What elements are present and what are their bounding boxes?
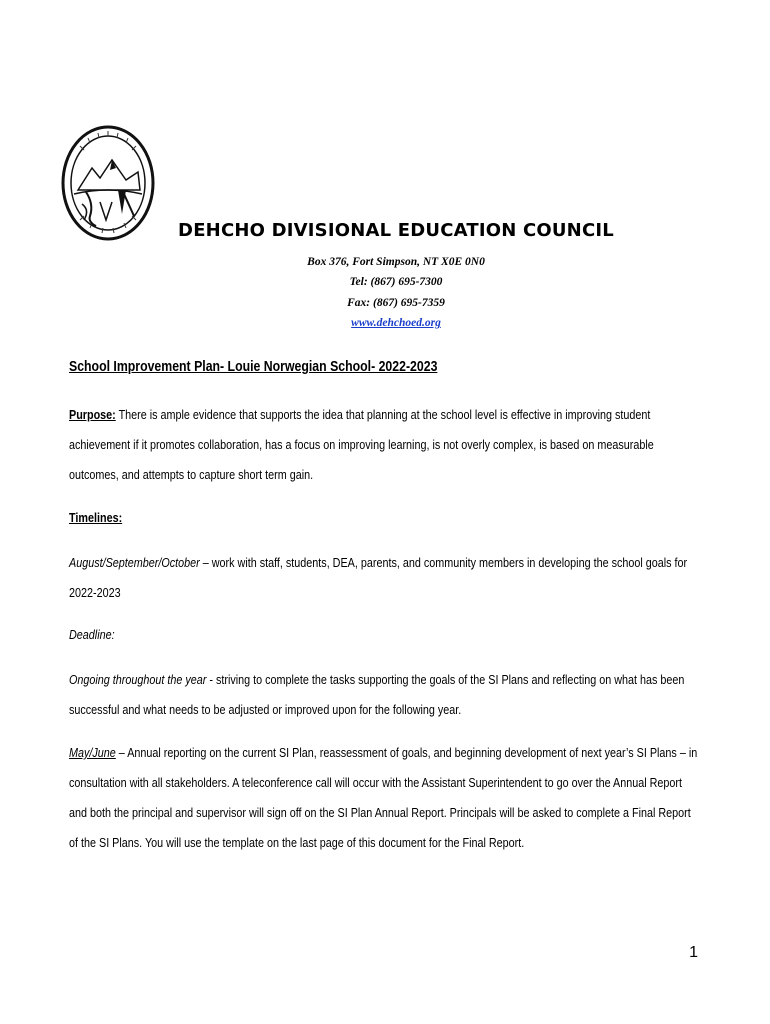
org-title: DEHCHO DIVISIONAL EDUCATION COUNCIL — [178, 220, 614, 241]
deadline-label: Deadline: — [69, 627, 115, 642]
timeline-3-text: – Annual reporting on the current SI Plan, reassessment of goals, and beginning development of next year’s SI Plans – in consultation with all stakeholders. A teleconference call will occur with the Assistant Superintendent to go over the Annual Report and both the principal and supervisor will sign off on the SI Plan Annual Report. Principals will be asked to complete a Final Report of the SI Plans. You will use the template on the last page of this document for the Final Report. — [69, 745, 698, 850]
page-number: 1 — [689, 944, 698, 961]
timeline-2-text: - striving to complete the tasks supporting the goals of the SI Plans and reflecting on what has been successful and what needs to be adjusted or improved upon for the following year. — [69, 672, 685, 717]
timeline-item-spring — [69, 738, 700, 858]
timeline-item-ongoing — [69, 665, 700, 725]
timeline-1-label: August/September/October — [69, 555, 200, 570]
fax-line: Fax: (867) 695-7359 — [347, 297, 445, 309]
tel-line: Tel: (867) 695-7300 — [349, 276, 443, 288]
timeline-item-fall — [69, 548, 700, 608]
timelines-heading — [69, 503, 700, 533]
address-line: Box 376, Fort Simpson, NT X0E 0N0 — [307, 256, 485, 268]
deadline-heading — [69, 620, 700, 650]
timeline-1-text: – work with staff, students, DEA, parents, and community members in developing the school goals for 2022-2023 — [69, 555, 688, 600]
purpose-label: Purpose: — [69, 407, 116, 422]
purpose-text: There is ample evidence that supports the idea that planning at the school level is effective in improving student achievement if it promotes collaboration, has a focus on improving learning, is not overly complex, is based on measurable outcomes, and attempts to capture short term gain. — [69, 407, 654, 482]
timeline-2-label: Ongoing throughout the year — [69, 672, 207, 687]
website-line — [0, 317, 770, 329]
timeline-3-label: May/June — [69, 745, 116, 760]
website-link[interactable]: www.dehchoed.org — [351, 317, 441, 329]
purpose-paragraph — [69, 400, 700, 490]
document-heading: School Improvement Plan- Louie Norwegian School- 2022-2023 — [69, 358, 438, 375]
timelines-label: Timelines: — [69, 510, 123, 525]
